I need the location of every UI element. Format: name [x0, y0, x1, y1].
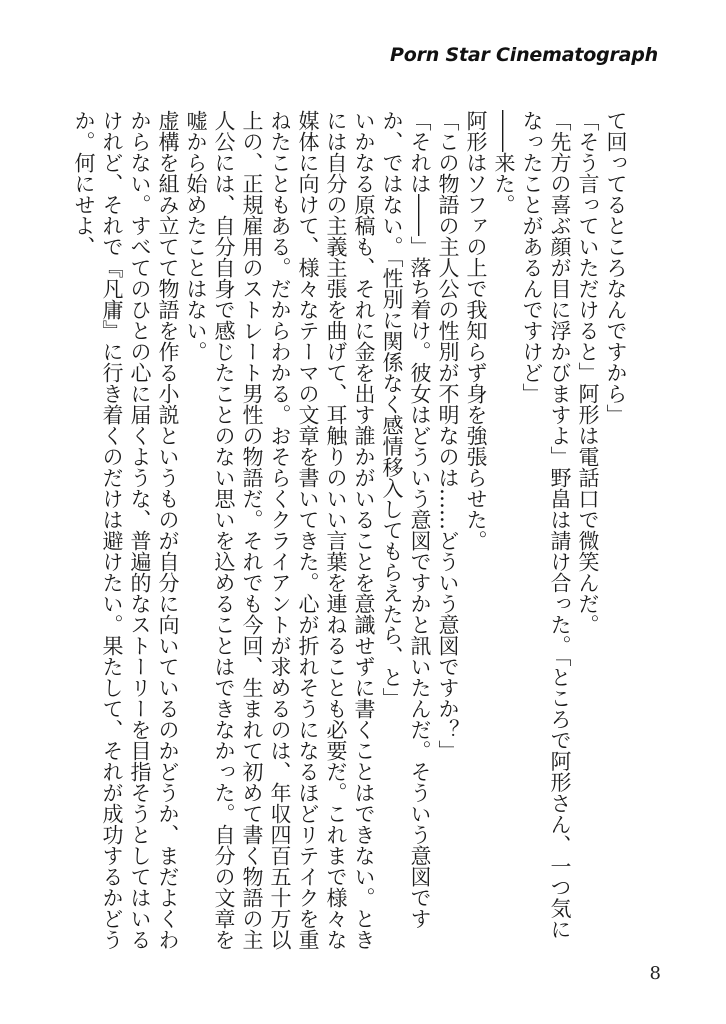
paragraph: 「先方の喜ぶ顔が目に浮かびますよ」野畠は請け合った。「ところで阿形さん、一つ気になったことがあるんですけど」 — [520, 110, 572, 940]
paragraph: ――来た。 — [492, 110, 516, 215]
paragraph: 虚構を組み立てて物語を作る小説というものが自分に向いているのかどうか、まだよくわからない。すべてのひとの心に届くような、普遍的なストーリーを目指そうとしてはいるけれど、それで『凡庸』に行き着くのだけは避けたい。果たして、それが成功するかどうか。何にせよ、 — [72, 110, 180, 950]
body-text — [60, 110, 630, 956]
paragraph: て回ってるところなんですから」 — [604, 110, 628, 425]
paragraph: いかなる原稿も、それに金を出す誰かがいることを意識せずに書くことはできない。ときには自分の主義主張を曲げて、耳触りのいい言葉を連ねることも必要だ。これまで様々な媒体に向けて、様々なテーマの文章を書いてきた。心が折れそうになるほどリテイクを重ねたこともある。だからわかる。おそらくクライアントが求めるのは、年収四百五十万以上の、正規雇用のストレート男性の物語だ。それでも今回、生まれて初めて書く物語の主人公には、自分自身で感じたことのない思いを込めることはできなかった。自分の文章を嘘から始めたことはない。 — [184, 110, 376, 950]
paragraph: 「それは――」落ち着け。彼女はどういう意図ですかと訊いたんだ。そういう意図ですか、ではない。「性別に関係なく感情移入してもらえたら、と」 — [380, 110, 432, 929]
running-header-title: Porn Star Cinematograph — [389, 44, 658, 66]
paragraph: 「そう言っていただけると」阿形は電話口で微笑んだ。 — [576, 110, 600, 635]
page-number: 8 — [649, 963, 661, 984]
paragraph: 「この物語の主人公の性別が不明なのは……どういう意図ですか？」 — [436, 110, 460, 761]
paragraph: 阿形はソファの上で我知らず身を強張らせた。 — [464, 110, 488, 551]
